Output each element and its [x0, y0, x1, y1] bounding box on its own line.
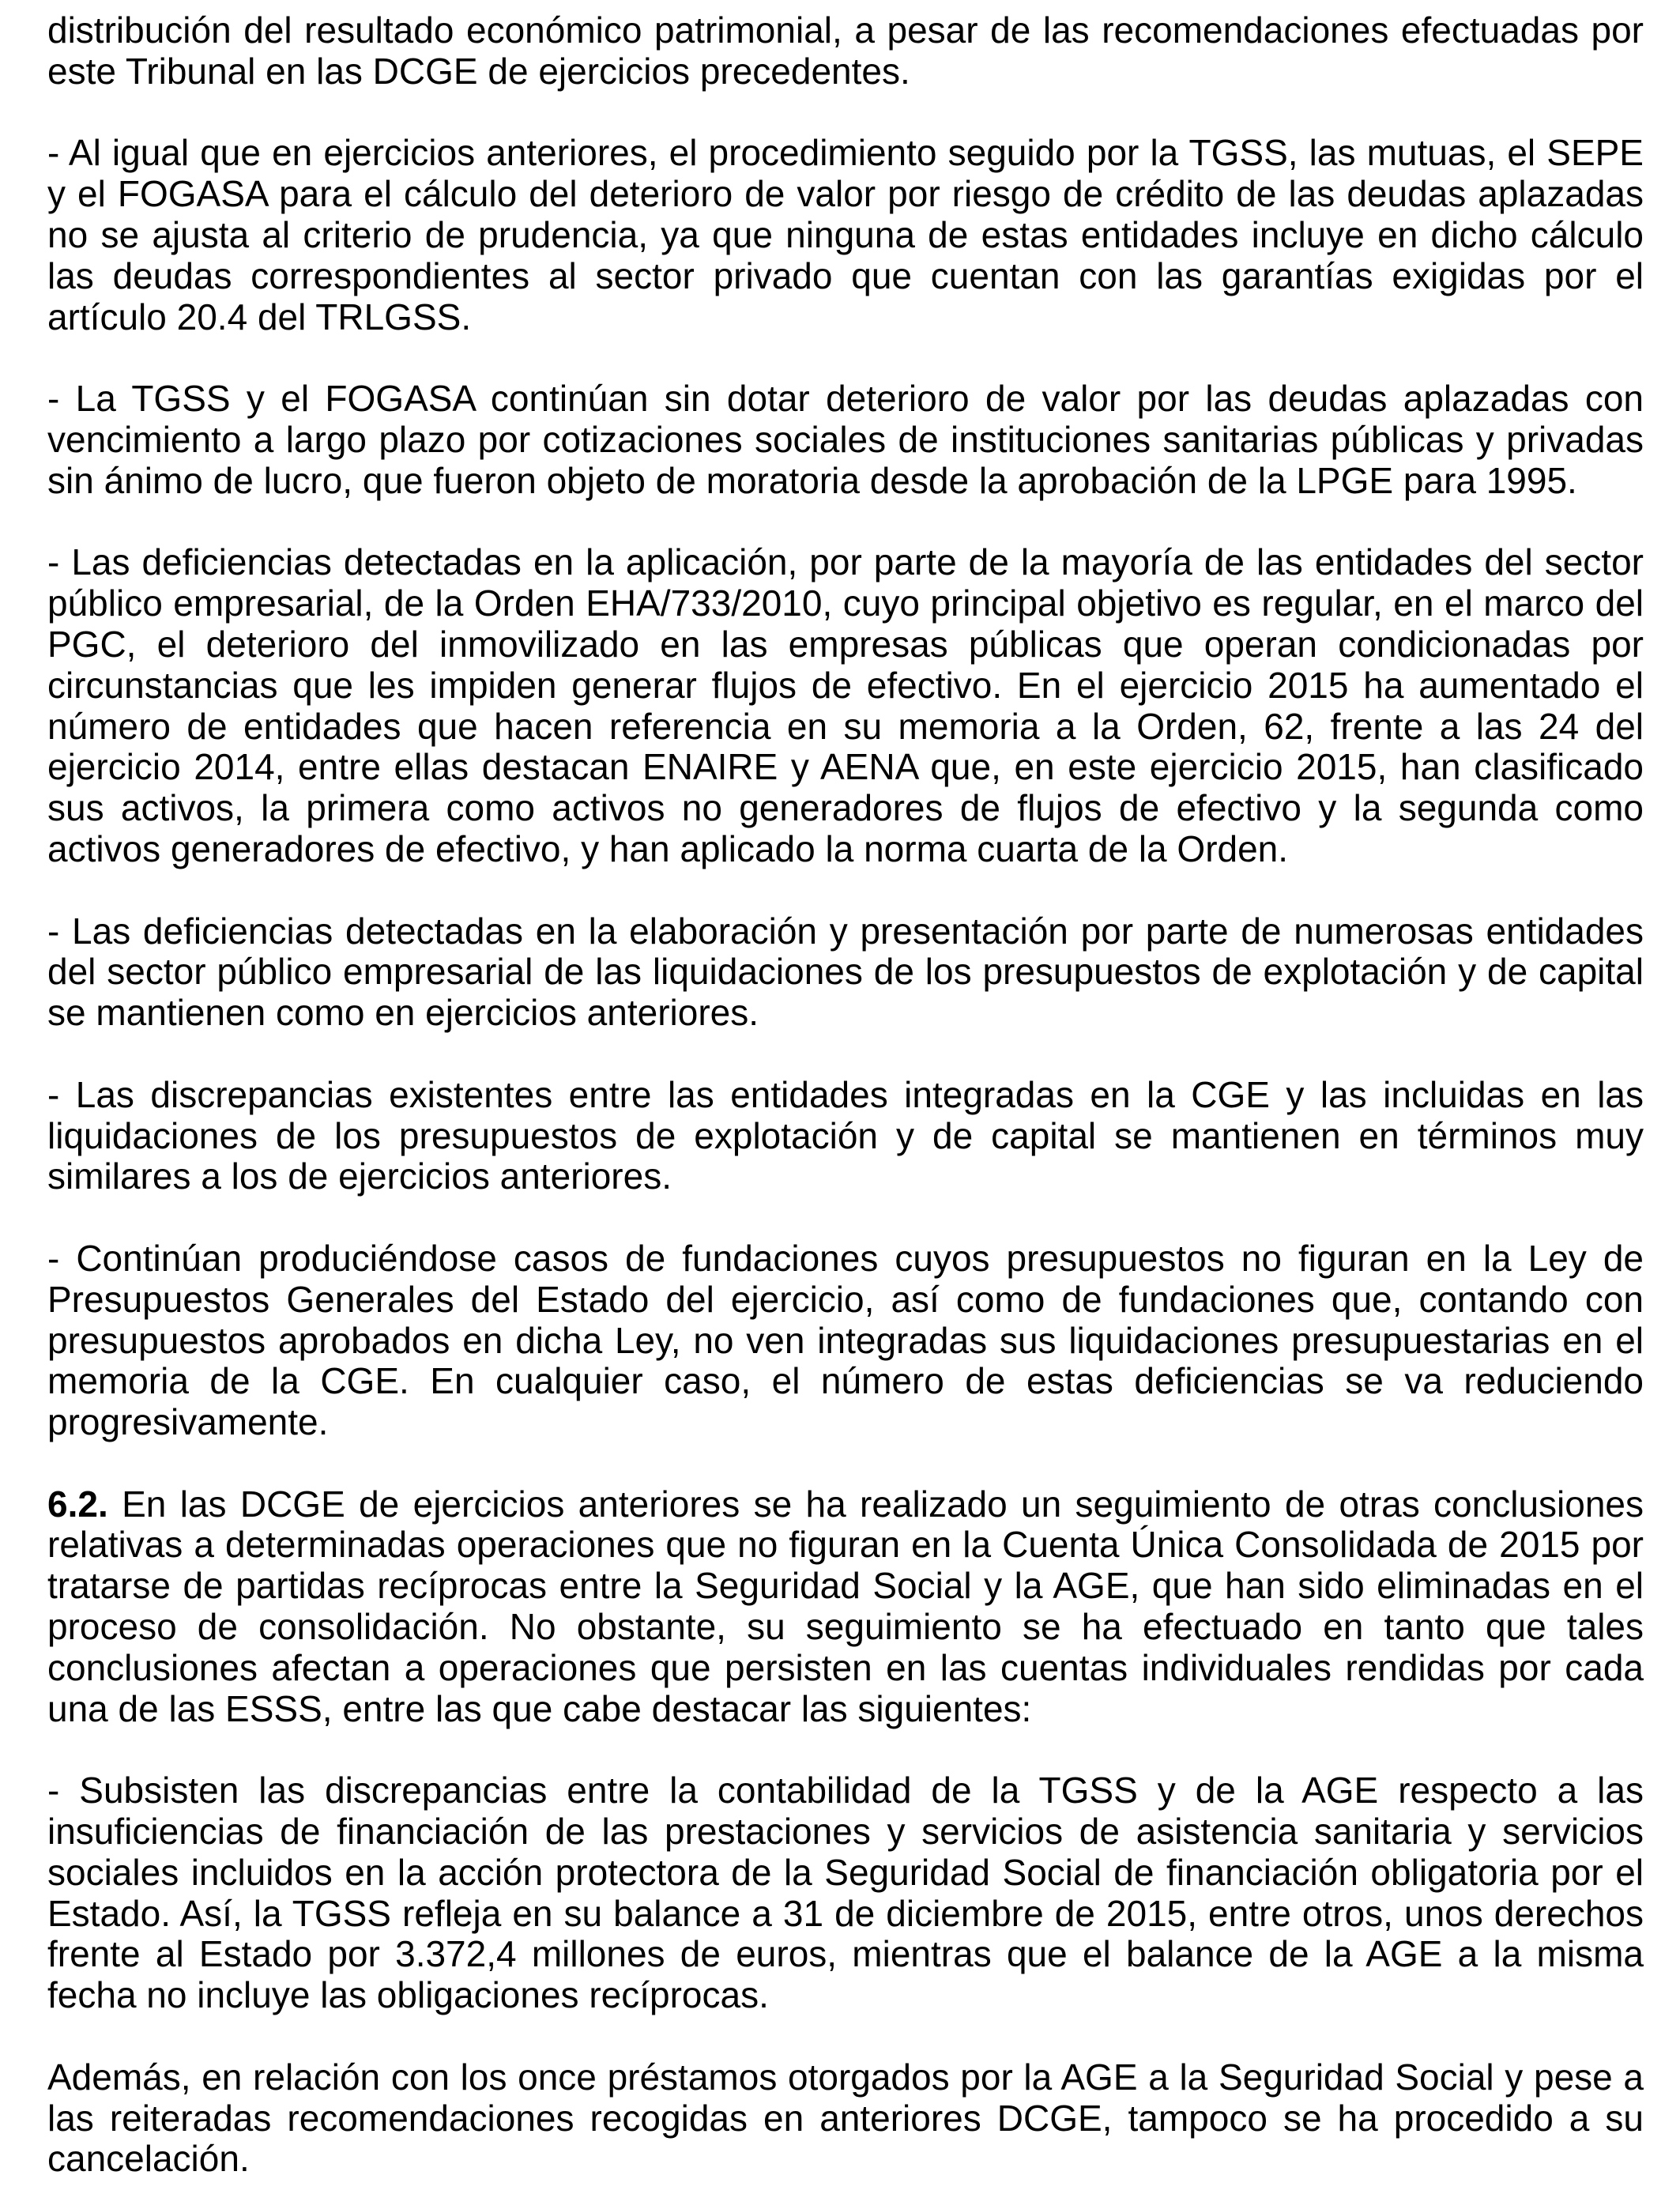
- text-line: se mantienen como en ejercicios anteriores.: [47, 992, 759, 1034]
- paragraph-continuation: [47, 10, 1644, 92]
- text-line: - Las deficiencias detectadas en la aplicación, por parte de la mayoría de las entidades del sector: [47, 541, 1644, 583]
- text-line: - La TGSS y el FOGASA continúan sin dotar deterioro de valor por las deudas aplazadas con: [47, 378, 1644, 420]
- text-line: público empresarial, de la Orden EHA/733/2010, cuyo principal objetivo es regular, en el marco del: [47, 582, 1644, 624]
- text-line: este Tribunal en las DCGE de ejercicios precedentes.: [47, 50, 910, 92]
- text-line: cancelación.: [47, 2138, 250, 2180]
- text-line: sociales incluidos en la acción protectora de la Seguridad Social de financiación obligatoria por el: [47, 1851, 1644, 1893]
- text-line: frente al Estado por 3.372,4 millones de euros, mientras que el balance de la AGE a la misma: [47, 1933, 1644, 1975]
- text-line: las deudas correspondientes al sector privado que cuentan con las garantías exigidas por el: [47, 254, 1644, 296]
- text-line: las reiteradas recomendaciones recogidas en anteriores DCGE, tampoco se ha procedido a su: [47, 2097, 1644, 2139]
- closing-paragraph: [47, 2057, 1644, 2180]
- text-line: artículo 20.4 del TRLGSS.: [47, 296, 472, 337]
- text-line: número de entidades que hacen referencia en su memoria a la Orden, 62, frente a las 24 del: [47, 705, 1644, 747]
- text-line: activos generadores de efectivo, y han aplicado la norma cuarta de la Orden.: [47, 827, 1289, 869]
- section-paragraph: [47, 1484, 1644, 1730]
- text-line: no se ajusta al criterio de prudencia, ya que ninguna de estas entidades incluye en dicho cálculo: [47, 213, 1644, 255]
- text-line: Estado. Así, la TGSS refleja en su balance a 31 de diciembre de 2015, entre otros, unos derechos: [47, 1892, 1644, 1934]
- text-line: progresivamente.: [47, 1401, 329, 1443]
- text-line: vencimiento a largo plazo por cotizaciones sociales de instituciones sanitarias públicas y privadas: [47, 418, 1644, 460]
- text-line: relativas a determinadas operaciones que no figuran en la Cuenta Única Consolidada de 2015 por: [47, 1524, 1644, 1566]
- text-line: circunstancias que les impiden generar flujos de efectivo. En el ejercicio 2015 ha aumentado el: [47, 664, 1644, 706]
- text-line: y el FOGASA para el cálculo del deterioro de valor por riesgo de crédito de las deudas aplazadas: [47, 173, 1644, 215]
- text-line: insuficiencias de financiación de las prestaciones y servicios de asistencia sanitaria y servicios: [47, 1811, 1644, 1853]
- text-line: - Subsisten las discrepancias entre la contabilidad de la TGSS y de la AGE respecto a las: [47, 1770, 1644, 1811]
- bullet-paragraph: [47, 1075, 1644, 1197]
- bullet-paragraph: [47, 1238, 1644, 1443]
- text-line: ejercicio 2014, entre ellas destacan ENAIRE y AENA que, en este ejercicio 2015, han clasificado: [47, 746, 1644, 788]
- text-line: - Las discrepancias existentes entre las entidades integradas en la CGE y las incluidas en las: [47, 1073, 1644, 1115]
- text-line: del sector público empresarial de las liquidaciones de los presupuestos de explotación y de capital: [47, 951, 1644, 993]
- bullet-paragraph: [47, 133, 1644, 337]
- text-line: Presupuestos Generales del Estado del ejercicio, así como de fundaciones que, contando con: [47, 1278, 1644, 1320]
- text-line: similares a los de ejercicios anteriores.: [47, 1155, 672, 1197]
- text-line: memoria de la CGE. En cualquier caso, el número de estas deficiencias se va reduciendo: [47, 1360, 1644, 1402]
- text-line: - Al igual que en ejercicios anteriores, el procedimiento seguido por la TGSS, las mutuas, el SEPE: [47, 132, 1644, 174]
- text-line: distribución del resultado económico patrimonial, a pesar de las recomendaciones efectuadas por: [47, 9, 1644, 51]
- text-line: Además, en relación con los once préstamos otorgados por la AGE a la Seguridad Social y pese a: [47, 2056, 1644, 2098]
- text-line: sin ánimo de lucro, que fueron objeto de moratoria desde la aprobación de la LPGE para 1995.: [47, 459, 1577, 501]
- section-number: 6.2.: [47, 1483, 108, 1525]
- bullet-paragraph: [47, 542, 1644, 869]
- body-text: [47, 10, 1644, 2180]
- text-line: proceso de consolidación. No obstante, su seguimiento se ha efectuado en tanto que tales: [47, 1606, 1644, 1648]
- text-line: - Las deficiencias detectadas en la elaboración y presentación por parte de numerosas entidades: [47, 910, 1644, 952]
- bullet-paragraph: [47, 911, 1644, 1034]
- text-line: [47, 1484, 1644, 1525]
- text-line: fecha no incluye las obligaciones recíprocas.: [47, 1974, 769, 2016]
- text-line: tratarse de partidas recíprocas entre la Seguridad Social y la AGE, que han sido eliminadas en el: [47, 1565, 1644, 1607]
- text-line: presupuestos aprobados en dicha Ley, no ven integradas sus liquidaciones presupuestarias en el: [47, 1319, 1644, 1361]
- text-line: liquidaciones de los presupuestos de explotación y de capital se mantienen en términos muy: [47, 1114, 1644, 1156]
- bullet-paragraph: [47, 379, 1644, 501]
- text-line: sus activos, la primera como activos no generadores de flujos de efectivo y la segunda como: [47, 787, 1644, 829]
- text-line: PGC, el deterioro del inmovilizado en las empresas públicas que operan condicionadas por: [47, 623, 1644, 665]
- text-line: una de las ESSS, entre las que cabe destacar las siguientes:: [47, 1687, 1032, 1729]
- text-line: conclusiones afectan a operaciones que persisten en las cuentas individuales rendidas por cada: [47, 1646, 1644, 1688]
- text-line: - Continúan produciéndose casos de fundaciones cuyos presupuestos no figuran en la Ley de: [47, 1237, 1644, 1279]
- text-line-rest: En las DCGE de ejercicios anteriores se ha realizado un seguimiento de otras conclusiones: [122, 1483, 1644, 1525]
- bullet-paragraph: [47, 1770, 1644, 2016]
